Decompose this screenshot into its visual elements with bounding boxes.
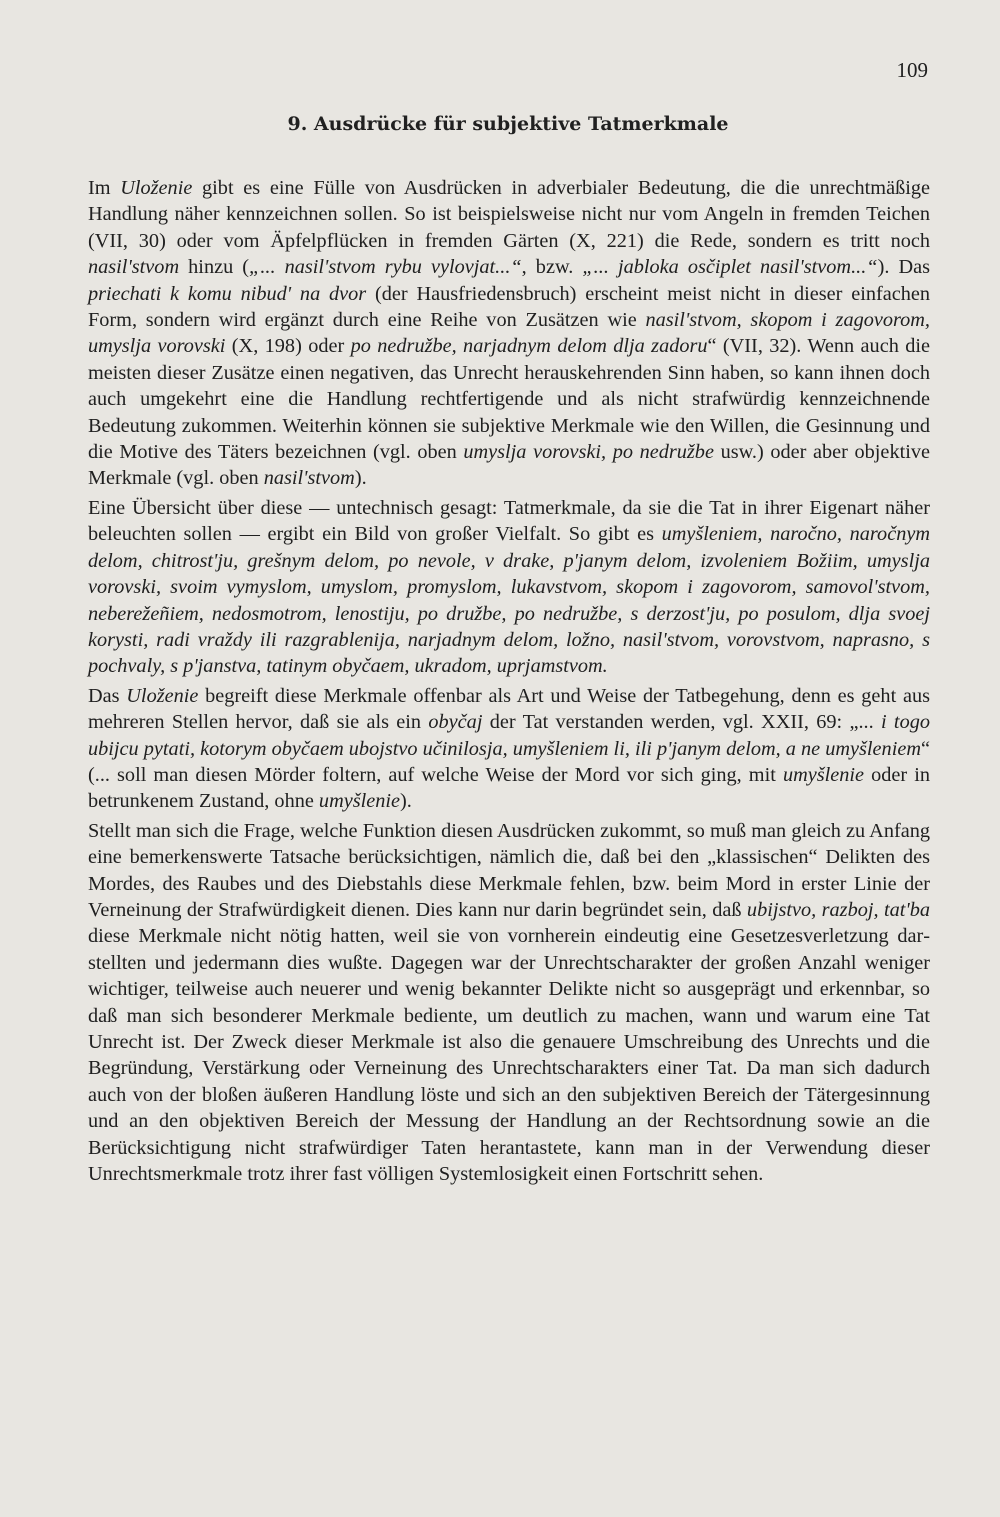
section-heading: 9. Ausdrücke für subjektive Tatmerkmale [287,113,729,135]
italic-run: „... jabloka osčiplet nasil'stvom...“ [582,256,878,279]
text-run: diese Merkmale nicht nötig hatten, weil sie von vornherein eindeutig eine Gesetzesverletzung darstellten und jedermann dies wußte. Dagegen war der Unrechtscharakter der großen Anzahl weniger wichtiger, teilweise auch neuerer und wenig bekannter Delikte nicht so ausgeprägt und erkennbar, so daß man sich besonderer Merkmale bediente, um deutlich zu machen, wann und warum eine Tat Unrecht ist. Der Zweck dieser Merkmale ist also die genauere Umschreibung des Unrechts und die Begründung, Verstärkung oder Verneinung des Unrechtscharakters einer Tat. Da man sich dadurch auch von der bloßen äußeren Handlung löste und sich an den subjektiven Bereich der Tätergesinnung und an den objektiven Bereich der Messung der Handlung an der Rechtsordnung sowie an die Berücksichtigung nicht strafwürdiger Taten herantastete, kann man in der Verwendung dieser Unrechtsmerkmale trotz ihrer fast völligen Systemlosigkeit einen Fortschritt sehen. [88,925,930,1186]
body-text [88,175,930,1190]
italic-run: obyčaj [428,711,483,734]
page-number: 109 [896,58,928,82]
paragraph-1 [88,175,930,492]
italic-run: umyšlenie [782,763,865,786]
italic-run: Uloženie [126,684,199,707]
text-run: Stellt man sich die Frage, welche Funktion diesen Ausdrücken zukommt, so muß man gleich zu Anfang eine bemerkenswerte Tatsache berücksichtigen, nämlich die, daß bei den „klassischen“ Delikten des Mordes, des Raubes und des Diebstahls diese Merkmale fehlen, bzw. beim Mord in erster Linie der Verneinung der Strafwürdigkeit dienen. Dies kann nur darin begründet sein, daß [88,819,930,921]
italic-run: nasil'stvom, skopom i zagovorom, umyslja vorovski [88,309,930,358]
text-run: Das [88,684,127,707]
paragraph-2 [88,495,930,680]
paragraph-4 [88,818,930,1188]
text-run: ). Das [877,256,931,279]
italic-run: i togo ubijcu pytati, kotorym obyčaem ubojstvo učinilosja, umyšleniem li, ili p'janym delom, a ne umyšleniem [88,711,930,760]
italic-run: nasil'stvom [88,256,180,279]
italic-run: Uloženie [120,177,193,199]
italic-run: umyšleniem, naročno, naročnym delom, chitrost'ju, grešnym delom, po nevole, v drake, p'janym delom, izvoleniem Božiim, umyslja vorovski, svoim vymyslom, umyslom, promyslom, lukavstvom, skopom i zagovorom, samovol'stvom, neberežeñiem, nedosmotrom, lenostiju, po družbe, po nedružbe, s derzost'ju, po posulom, dlja svoej korysti, radi vraždy ili razgrablenija, narjadnym delom, ložno, nasil'stvom, vorovstvom, naprasno, s pochvaly, s p'janstva, tatinym obyčaem, ukradom, uprjamstvom. [88,523,930,678]
text-run: , bzw. [521,256,583,279]
italic-run: umyšlenie [318,790,401,813]
text-run: ). [400,790,412,813]
text-run: oder in betrunkenem Zustand, ohne [88,763,931,813]
italic-run: priechati k komu nibud' na dvor [88,282,367,305]
text-run: “ (... soll man diesen Mörder foltern, auf welche Weise der Mord vor sich ging, mit [88,737,930,786]
text-run: “ (VII, 32). Wenn auch die meisten dieser Zusätze einen negativen, das Unrecht herauskehrenden Sinn haben, so kann ihnen doch auch umgekehrt eine die Handlung rechtfertigende und als nicht strafwürdig kennzeichnende Bedeutung zukommen. Weiterhin können sie subjektive Merkmale wie den Willen, die Gesinnung und die Motive des Täters bezeichnen (vgl. oben [88,335,930,464]
italic-run: ubijstvo, razboj, tat'ba [746,898,931,921]
text-run: begreift diese Merkmale offenbar als Art und Weise der Tatbegehung, denn es geht aus mehreren Stellen hervor, daß sie als ein [88,684,930,734]
text-run: (der Hausfriedensbruch) erscheint meist nicht in dieser einfachen Form, sondern wird ergänzt durch eine Reihe von Zusätzen wie [88,282,931,332]
italic-run: „... nasil'stvom rybu vylovjat...“ [249,256,522,279]
text-run: gibt es eine Fülle von Ausdrücken in adverbialer Bedeutung, die die unrechtmäßige Handlung näher kennzeichnen sollen. So ist beispielsweise nicht nur vom Angeln in fremden Teichen (VII, 30) oder vom Äpfelpflücken in fremden Gärten (X, 221) die Rede, sondern es tritt noch [88,177,930,252]
text-run: Im [88,177,121,199]
text-run: hinzu ( [179,256,250,279]
text-run: ). [354,467,367,490]
text-run: der Tat verstanden werden, vgl. XXII, 69: „... [482,711,881,734]
text-run: usw.) oder aber objektive Merkmale (vgl. oben [88,441,930,490]
italic-run: umyslja vorovski, po nedružbe [463,441,714,464]
text-run: Eine Übersicht über diese — untechnisch gesagt: Tatmerkmale, da sie die Tat in ihrer Eigenart näher beleuchten sollen — ergibt ein Bild von großer Vielfalt. So gibt es [88,496,930,546]
paragraph-3 [88,683,930,815]
italic-run: po nedružbe, narjadnym delom dlja zadoru [350,335,708,358]
text-run: (X, 198) oder [225,335,351,358]
italic-run: nasil'stvom [263,467,355,490]
